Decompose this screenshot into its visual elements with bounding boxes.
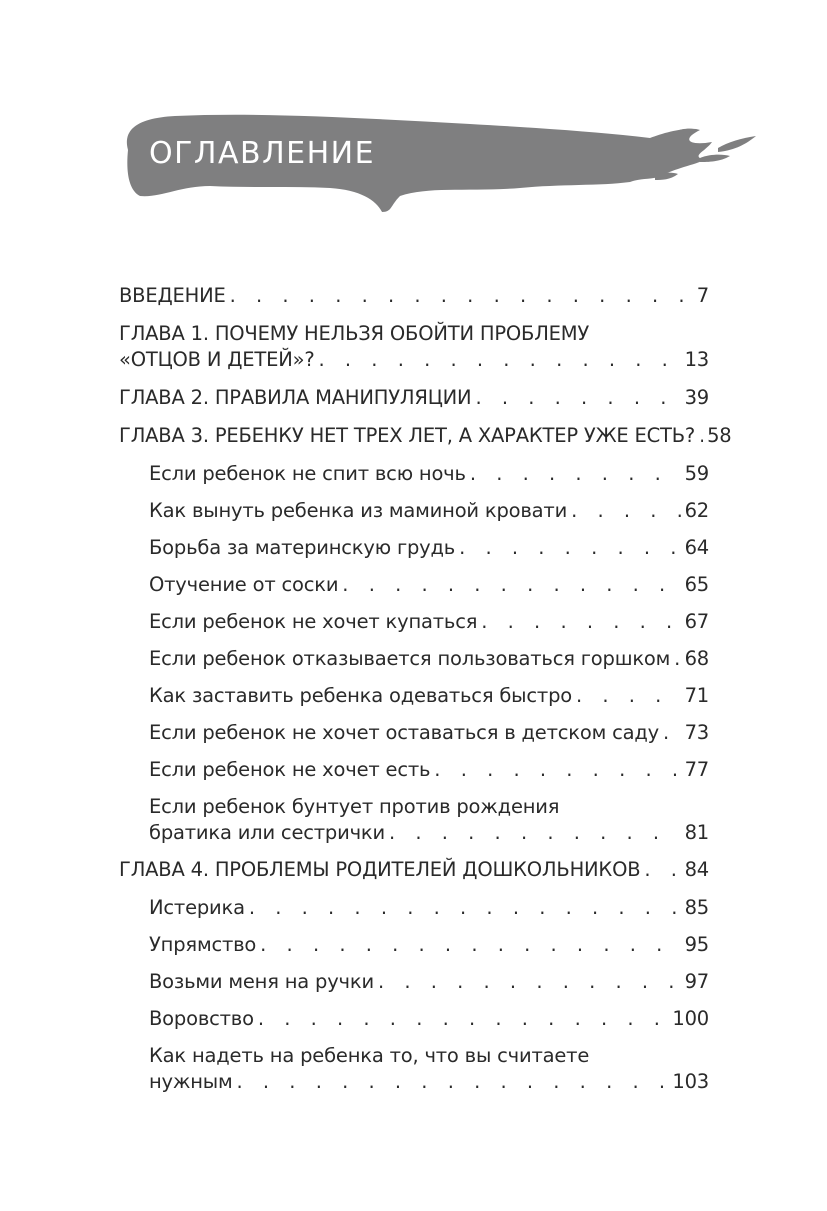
dot-leader (378, 969, 681, 995)
dot-leader (576, 683, 681, 709)
dot-leader (644, 857, 680, 883)
toc-page-number: 103 (672, 1070, 709, 1093)
toc-chapter-entry (119, 321, 709, 373)
toc-entry-title: ГЛАВА 4. ПРОБЛЕМЫ РОДИТЕЛЕЙ ДОШКОЛЬНИКОВ (119, 858, 641, 881)
brush-stroke-banner (0, 0, 827, 240)
dot-leader (230, 283, 693, 309)
dot-leader (249, 895, 681, 921)
toc-entry-title: Если ребенок отказывается пользоваться горшком (149, 647, 671, 670)
toc-entry-title: Упрямство (149, 933, 257, 956)
toc-page-number: 95 (684, 933, 709, 956)
dot-leader (470, 461, 681, 487)
toc-entry-title-line: Как надеть на ребенка то, что вы считаете (149, 1044, 590, 1067)
toc-entry-title: Если ребенок не хочет оставаться в детском саду (149, 721, 659, 744)
toc-entry-title-line: ГЛАВА 1. ПОЧЕМУ НЕЛЬЗЯ ОБОЙТИ ПРОБЛЕМУ (119, 322, 590, 345)
toc-entry-title: Как вынуть ребенка из маминой кровати (149, 499, 568, 522)
toc-section-entry (149, 757, 709, 783)
toc-entry-title: ГЛАВА 2. ПРАВИЛА МАНИПУЛЯЦИИ (119, 386, 472, 409)
dot-leader (389, 820, 681, 846)
toc-chapter-entry (119, 283, 709, 309)
toc-section-entry (149, 535, 709, 561)
dot-leader (319, 347, 681, 373)
toc-entry-title: Как заставить ребенка одеваться быстро (149, 684, 572, 707)
dot-leader (663, 720, 681, 746)
toc-section-entry (149, 1043, 709, 1095)
toc-section-entry (149, 646, 709, 672)
toc-page-number: 71 (684, 684, 709, 707)
dot-leader (258, 1006, 669, 1032)
dot-leader (237, 1069, 669, 1095)
toc-page-number: 85 (684, 896, 709, 919)
toc-chapter-entry (119, 423, 732, 449)
toc-page-number: 7 (696, 284, 709, 307)
dot-leader (342, 572, 680, 598)
toc-section-entry (149, 498, 709, 524)
toc-section-entry (149, 969, 709, 995)
toc-page-number: 39 (684, 386, 709, 409)
toc-page-number: 73 (684, 721, 709, 744)
toc-chapter-entry (119, 857, 709, 883)
toc-entry-title: Борьба за материнскую грудь (149, 536, 456, 559)
toc-entry-title: Если ребенок не хочет есть (149, 758, 431, 781)
toc-entry-title: «ОТЦОВ И ДЕТЕЙ»? (119, 348, 315, 371)
toc-section-entry (149, 609, 709, 635)
toc-entry-title: Возьми меня на ручки (149, 970, 374, 993)
toc-entry-title: нужным (149, 1070, 233, 1093)
dot-leader (475, 385, 680, 411)
table-of-contents (119, 283, 732, 1106)
toc-page-number: 58 (707, 424, 732, 447)
dot-leader (571, 498, 681, 524)
toc-section-entry (149, 683, 709, 709)
toc-entry-title: ГЛАВА 3. РЕБЕНКУ НЕТ ТРЕХ ЛЕТ, А ХАРАКТЕР УЖЕ ЕСТЬ? (119, 424, 696, 447)
toc-page-number: 68 (684, 647, 709, 670)
toc-chapter-entry (119, 385, 709, 411)
toc-page-number: 59 (684, 462, 709, 485)
toc-page-number: 13 (684, 348, 709, 371)
dot-leader (481, 609, 680, 635)
toc-section-entry (149, 895, 709, 921)
toc-page-number: 77 (684, 758, 709, 781)
toc-page-number: 65 (684, 573, 709, 596)
toc-page-number: 62 (684, 499, 709, 522)
toc-entry-title: Если ребенок не хочет купаться (149, 610, 478, 633)
contents-heading: ОГЛАВЛЕНИЕ (149, 136, 376, 171)
dot-leader (260, 932, 680, 958)
toc-entry-title: Воровство (149, 1007, 254, 1030)
toc-entry-title: братика или сестрички (149, 821, 385, 844)
dot-leader (459, 535, 681, 561)
dot-leader (699, 423, 703, 449)
toc-section-entry (149, 1006, 709, 1032)
toc-entry-title: Отучение от соски (149, 573, 339, 596)
toc-page-number: 97 (684, 970, 709, 993)
toc-section-entry (149, 932, 709, 958)
toc-page-number: 64 (684, 536, 709, 559)
toc-page-number: 84 (684, 858, 709, 881)
toc-section-entry (149, 572, 709, 598)
dot-leader (674, 646, 680, 672)
toc-page-number: 81 (684, 821, 709, 844)
toc-entry-title: ВВЕДЕНИЕ (119, 284, 226, 307)
toc-section-entry (149, 461, 709, 487)
toc-section-entry (149, 720, 709, 746)
toc-page-number: 100 (672, 1007, 709, 1030)
dot-leader (434, 757, 680, 783)
toc-entry-title-line: Если ребенок бунтует против рождения (149, 795, 560, 818)
toc-section-entry (149, 794, 709, 846)
toc-page-number: 67 (684, 610, 709, 633)
toc-entry-title: Истерика (149, 896, 245, 919)
toc-entry-title: Если ребенок не спит всю ночь (149, 462, 466, 485)
